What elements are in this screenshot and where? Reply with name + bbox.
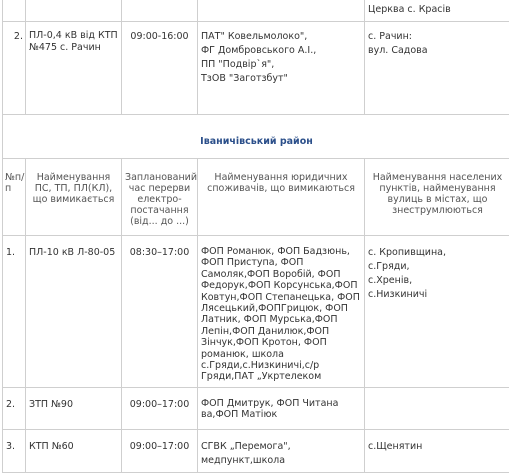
outage-schedule-table [2,0,509,473]
cell-object: ЗТП №90 [26,387,122,429]
cell-time [122,0,198,22]
street-line: с. Рачин: [368,30,507,44]
cell-consumers: ФОП Дмитрук, ФОП Читана ва,ФОП Матіюк [198,387,365,429]
header-time: Запланований час перерви електро-постачання (від... до ...) [122,159,198,236]
cell-object: ПЛ-0,4 кВ від КТП №475 с. Рачин [26,22,122,115]
street-line: вул. Садова [368,44,507,58]
table-row [3,236,509,388]
table-row [3,429,509,472]
cell-consumers: ФОП Романюк, ФОП Бадзюнь, ФОП Приступа, ФОП Самоляк,ФОП Воробій, ФОП Федорук,ФОП Корсунська,ФОП Ковтун,ФОП Степанецька, ФОП Лясецький,ФОПГрицюк, ФОП Латник, ФОП Мурська,ФОП Лепін,ФОП Данилюк,ФОП Зінчук,ФОП Кротон, ФОП романюк, школа с.Гряди,с.Низкиничі,с/р Гряди,ПАТ „Укртелеком [198,236,365,388]
cell-time: 08:30–17:00 [122,236,198,388]
cell-num [3,0,26,22]
district-row [3,115,509,159]
cell-streets [365,22,509,115]
header-object: Найменування ПС, ТП, ПЛ(КЛ), що вимикається [26,159,122,236]
street-line: с.Низкиничі [368,288,507,302]
cell-consumers: СГВК „Перемога", медпункт,школа [198,429,365,472]
header-consumers: Найменування юридичних споживачів, що вимикаються [198,159,365,236]
district-title: Іваничівський район [3,115,509,159]
table-header-row [3,159,509,236]
cell-streets: с.Щенятин [365,429,509,472]
cell-object [26,0,122,22]
table-row [3,0,509,22]
cell-num: 3. [3,429,26,472]
cell-num: 2. [3,387,26,429]
consumer-line: ПП "Подвір`я", [201,58,361,72]
cell-streets: Церква с. Красів [365,0,509,22]
header-num: №п/п [3,159,26,236]
cell-num: 2. [3,22,26,115]
cell-time: 09:00–17:00 [122,429,198,472]
consumer-line: ПАТ" Ковельмолоко", [201,30,361,44]
cell-time: 09:00–17:00 [122,387,198,429]
street-line: с.Гряди, [368,260,507,274]
table-row [3,387,509,429]
table-row [3,22,509,115]
header-streets: Найменування населених пунктів, найменування вулиць в містах, що знеструмлюються [365,159,509,236]
cell-streets [365,236,509,388]
cell-num: 1. [3,236,26,388]
consumer-line: ФГ Домбровського А.І., [201,44,361,58]
cell-object: КТП №60 [26,429,122,472]
cell-streets [365,387,509,429]
consumer-line: ТзОВ "Заготзбут" [201,72,361,86]
cell-consumers [198,0,365,22]
cell-object: ПЛ-10 кВ Л-80-05 [26,236,122,388]
cell-consumers [198,22,365,115]
street-line: с.Хренів, [368,274,507,288]
cell-time: 09:00-16:00 [122,22,198,115]
street-line: с. Кропивщина, [368,246,507,260]
